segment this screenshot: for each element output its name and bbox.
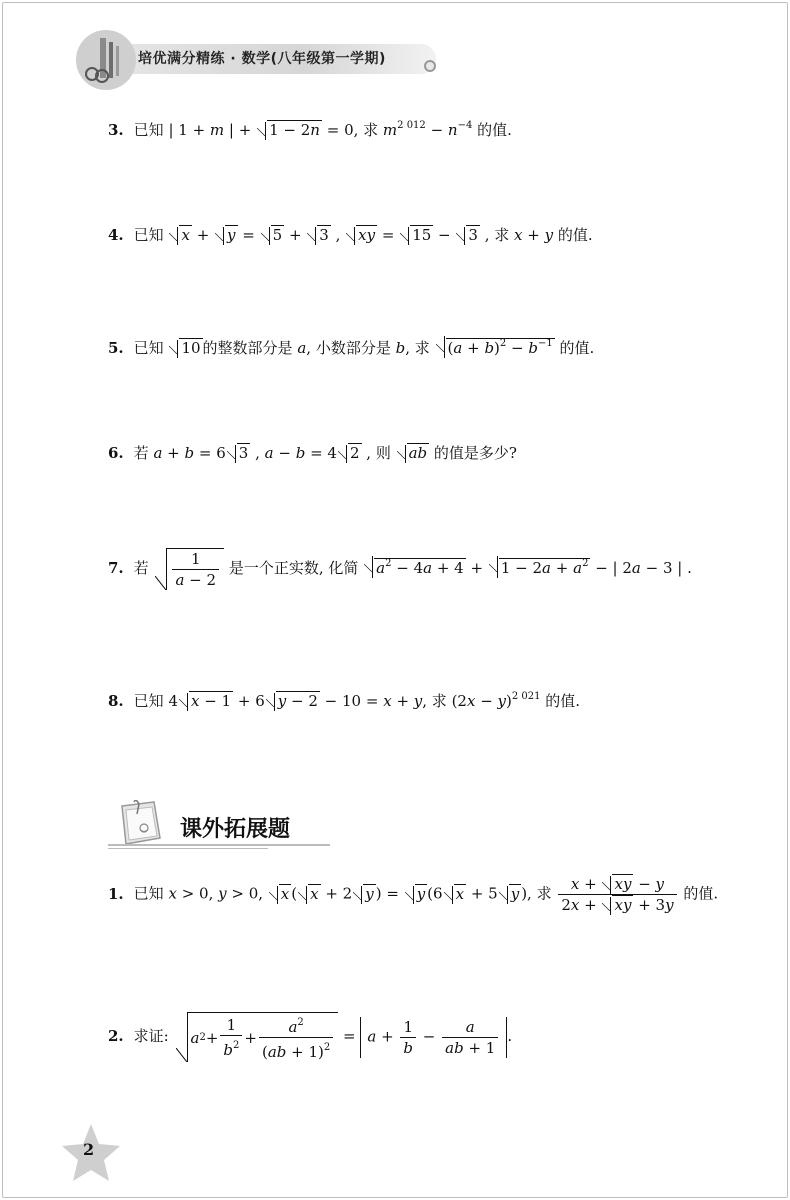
- problem-6: 6. 若 a + b = 6 3 , a − b = 4 2 , 则 ab 的值是多少?: [108, 444, 517, 462]
- problem-4: 4. 已知 x + y = 5 + 3 , xy = 15 − 3 , 求 x + y 的值.: [108, 226, 593, 244]
- section-title: 课外拓展题: [180, 817, 291, 842]
- problem-5: 5. 已知 10 的整数部分是 a, 小数部分是 b, 求 $(a + b)^2 - b^{-1}$ 的值.: [108, 334, 594, 358]
- problem-3: 3. 已知 | 1 + m | + 1 − 2n = 0, 求 $m^{2 012} - n^{-4}$ 的值.: [108, 120, 512, 139]
- problem-8: 8. 已知 4 x − 1 + 6 y − 2 − 10 = x + y, 求 $(2x - y)^{2 021}$ 的值.: [108, 691, 581, 710]
- book-title: 培优满分精练 · 数学(八年级第一学期): [138, 51, 386, 67]
- header-dot: [424, 60, 436, 72]
- extension-problem-1: 1. 已知 x > 0, y > 0, x ( x + 2 y ) = y (6 x + 5 y ), 求 $\frac{x + xy - y}{2x + xy + 3y}$ 的值.: [108, 875, 719, 914]
- page-header: [76, 30, 436, 92]
- extension-problem-2: 2. 求证: a 2 + $\frac{1}{b^2}$ + $\frac{a^2}{(ab + 1)^2}$ = a + $\frac{1}{b}$ − $\frac{a}{ab + 1}$ .: [108, 1012, 512, 1062]
- section-rule: [108, 844, 330, 846]
- page-number: 2: [83, 1140, 95, 1159]
- problem-7: 7. 若 $\frac{1}{a - 2}$ 是一个正实数, 化简 $a^2 - 4a + 4 + 1 - 2a + a^2$ − | 2a − 3 | .: [108, 550, 692, 589]
- section-header: [108, 800, 330, 860]
- stationery-icon: [76, 30, 136, 90]
- section-rule-thin: [108, 848, 268, 849]
- notepad-icon: [114, 800, 166, 848]
